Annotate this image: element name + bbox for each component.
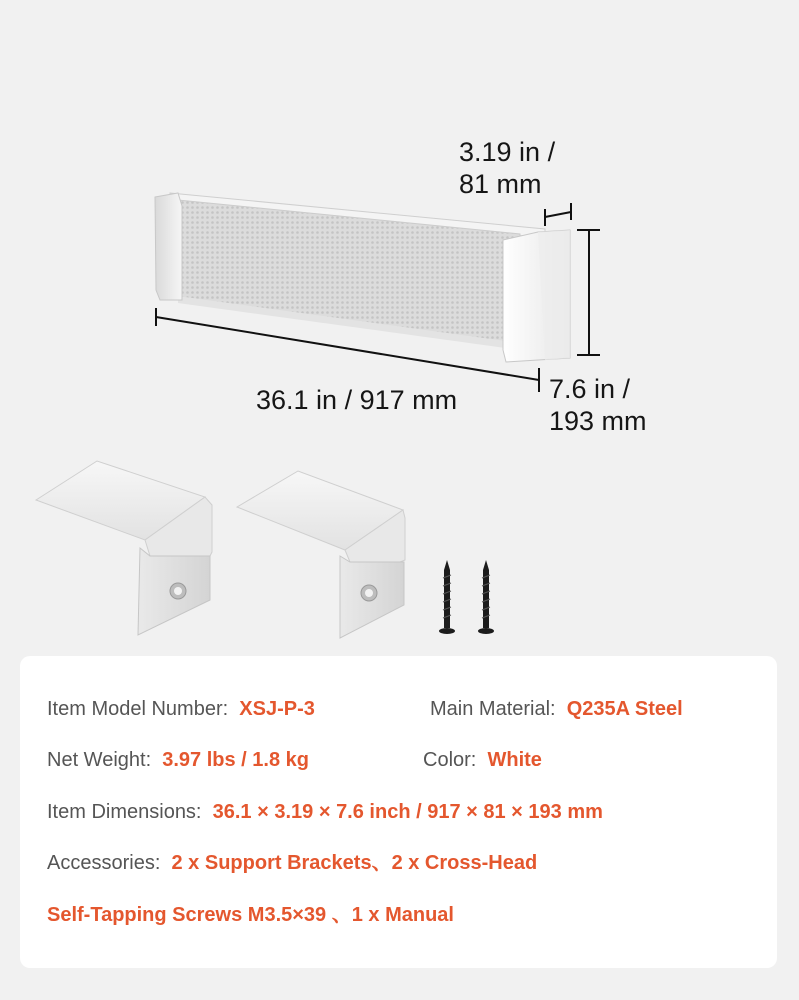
height-dimension-label <box>549 373 647 437</box>
screw-icon <box>478 560 494 634</box>
spec-accessories-row <box>47 850 537 876</box>
spec-dimensions-label: Item Dimensions: <box>47 801 202 823</box>
height-dimension-metric: 193 mm <box>549 406 647 436</box>
depth-dimension-metric: 81 mm <box>459 169 542 199</box>
depth-dimension-imperial: 3.19 in / <box>459 137 556 167</box>
spec-material-row <box>430 696 683 722</box>
spec-weight-value: 3.97 lbs / 1.8 kg <box>162 749 309 771</box>
spec-accessories-value-line2: Self-Tapping Screws M3.5×39 、1 x Manual <box>47 904 454 926</box>
support-bracket-icon <box>237 471 405 638</box>
spec-material-value: Q235A Steel <box>566 698 683 720</box>
screw-icon <box>439 560 455 634</box>
spec-accessories-label: Accessories: <box>47 852 161 874</box>
spec-model-label: Item Model Number: <box>47 698 229 720</box>
spec-dimensions-row <box>47 799 603 825</box>
length-dimension-label <box>256 384 457 416</box>
spec-accessories-value-line1: 2 x Support Brackets、2 x Cross-Head <box>171 852 538 874</box>
spec-accessories-continuation <box>47 902 454 928</box>
spec-model-row <box>47 696 315 722</box>
length-dimension-text: 36.1 in / 917 mm <box>256 385 458 415</box>
baseboard-cover-icon <box>155 193 570 362</box>
spec-color-label: Color: <box>423 749 477 771</box>
spec-weight-row <box>47 747 309 773</box>
depth-dimension-label <box>459 136 555 200</box>
support-bracket-icon <box>36 461 212 635</box>
spec-material-label: Main Material: <box>430 698 556 720</box>
spec-dimensions-value: 36.1 × 3.19 × 7.6 inch / 917 × 81 × 193 mm <box>212 801 603 823</box>
spec-weight-label: Net Weight: <box>47 749 152 771</box>
spec-card <box>20 656 777 968</box>
spec-model-value: XSJ-P-3 <box>239 698 315 720</box>
height-dimension-imperial: 7.6 in / <box>549 374 631 404</box>
spec-color-row <box>423 747 542 773</box>
spec-color-value: White <box>487 749 542 771</box>
